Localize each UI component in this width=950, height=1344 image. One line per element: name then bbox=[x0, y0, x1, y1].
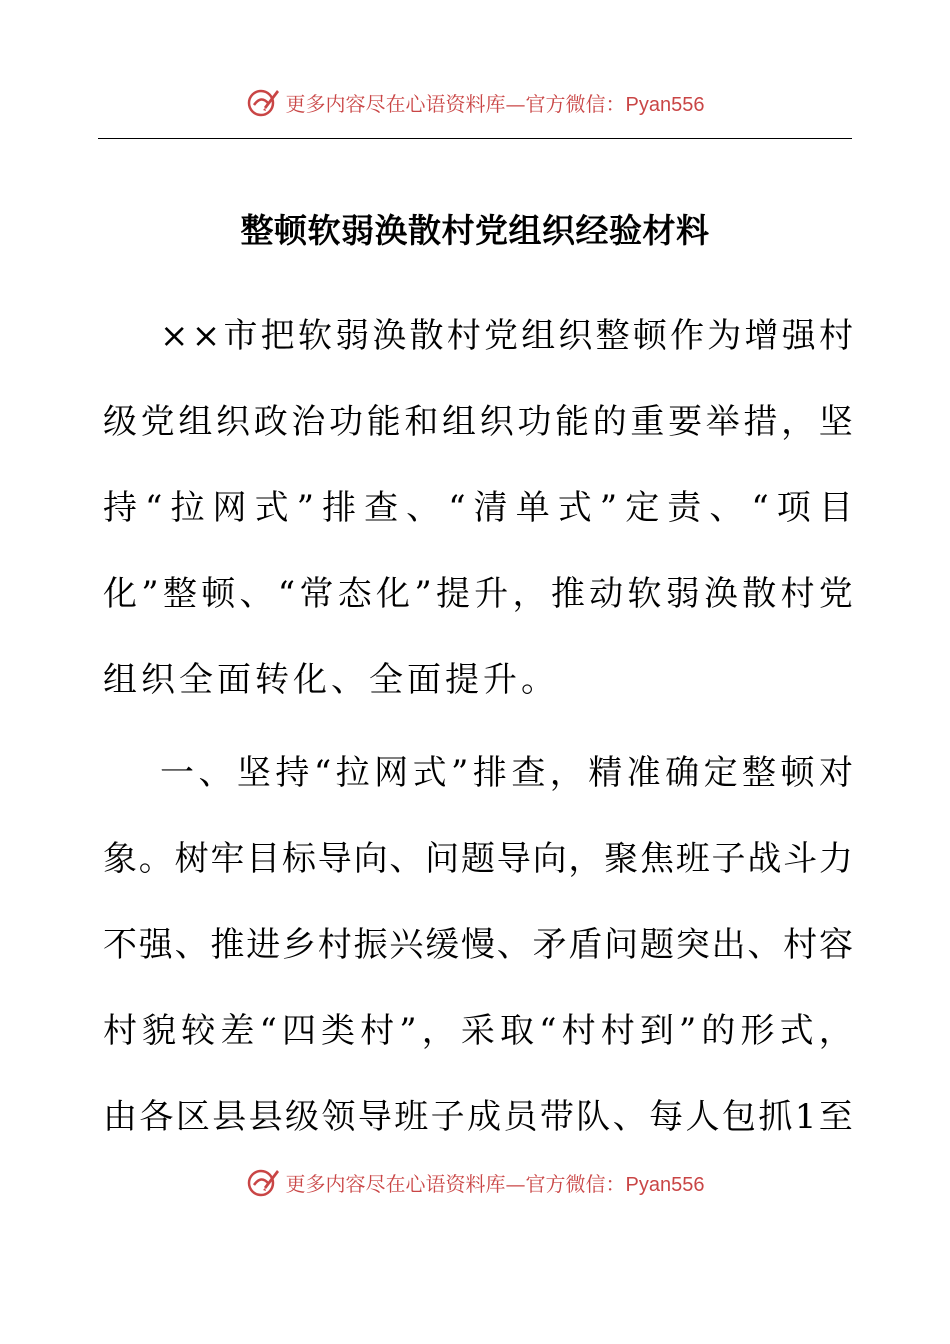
body-line-9: 村 貌 较 差 “ 四 类 村 ” ， 采 取 “ 村 村 到 ” 的 形 式 ， bbox=[103, 1011, 853, 1051]
body-line-6: 一 、 坚 持 “ 拉 网 式 ” 排 查 ， 精 准 确 定 整 顿 对 bbox=[160, 753, 853, 793]
body-line-1: × × 市 把 软 弱 涣 散 村 党 组 织 整 顿 作 为 增 强 村 bbox=[160, 316, 853, 356]
body-line-8: 不 强 、 推 进 乡 村 振 兴 缓 慢 、 矛 盾 问 题 突 出 、 村 容 bbox=[103, 925, 853, 965]
header-wechat-id: Pyan556 bbox=[625, 93, 705, 116]
body-line-5: 组 织 全 面 转 化 、 全 面 提 升 。 bbox=[103, 660, 559, 700]
footer-banner-text: 更多内容尽在心语资料库—官方微信：Pyan556 bbox=[285, 1171, 705, 1196]
body-line-10: 由 各 区 县 县 级 领 导 班 子 成 员 带 队 、 每 人 包 抓 1 至 bbox=[103, 1097, 853, 1137]
header-rule bbox=[98, 138, 852, 139]
footer-wechat-id: Pyan556 bbox=[625, 1173, 705, 1196]
footer-banner bbox=[0, 1162, 950, 1202]
body-line-4: 化 ” 整 顿 、 “ 常 态 化 ” 提 升 ， 推 动 软 弱 涣 散 村 党 bbox=[103, 574, 853, 614]
body-line-7: 象 。 树 牢 目 标 导 向 、 问 题 导 向 ， 聚 焦 班 子 战 斗 力 bbox=[103, 839, 853, 879]
pen-logo-icon bbox=[246, 1165, 280, 1199]
header-banner-text: 更多内容尽在心语资料库—官方微信：Pyan556 bbox=[285, 91, 705, 116]
header-banner bbox=[0, 82, 950, 122]
pen-logo-icon bbox=[246, 85, 280, 119]
document-title: 整顿软弱涣散村党组织经验材料 bbox=[240, 211, 710, 250]
body-line-2: 级 党 组 织 政 治 功 能 和 组 织 功 能 的 重 要 举 措 ， 坚 bbox=[103, 402, 853, 442]
body-line-3: 持 “ 拉 网 式 ” 排 查 、 “ 清 单 式 ” 定 责 、 “ 项 目 bbox=[103, 488, 853, 528]
